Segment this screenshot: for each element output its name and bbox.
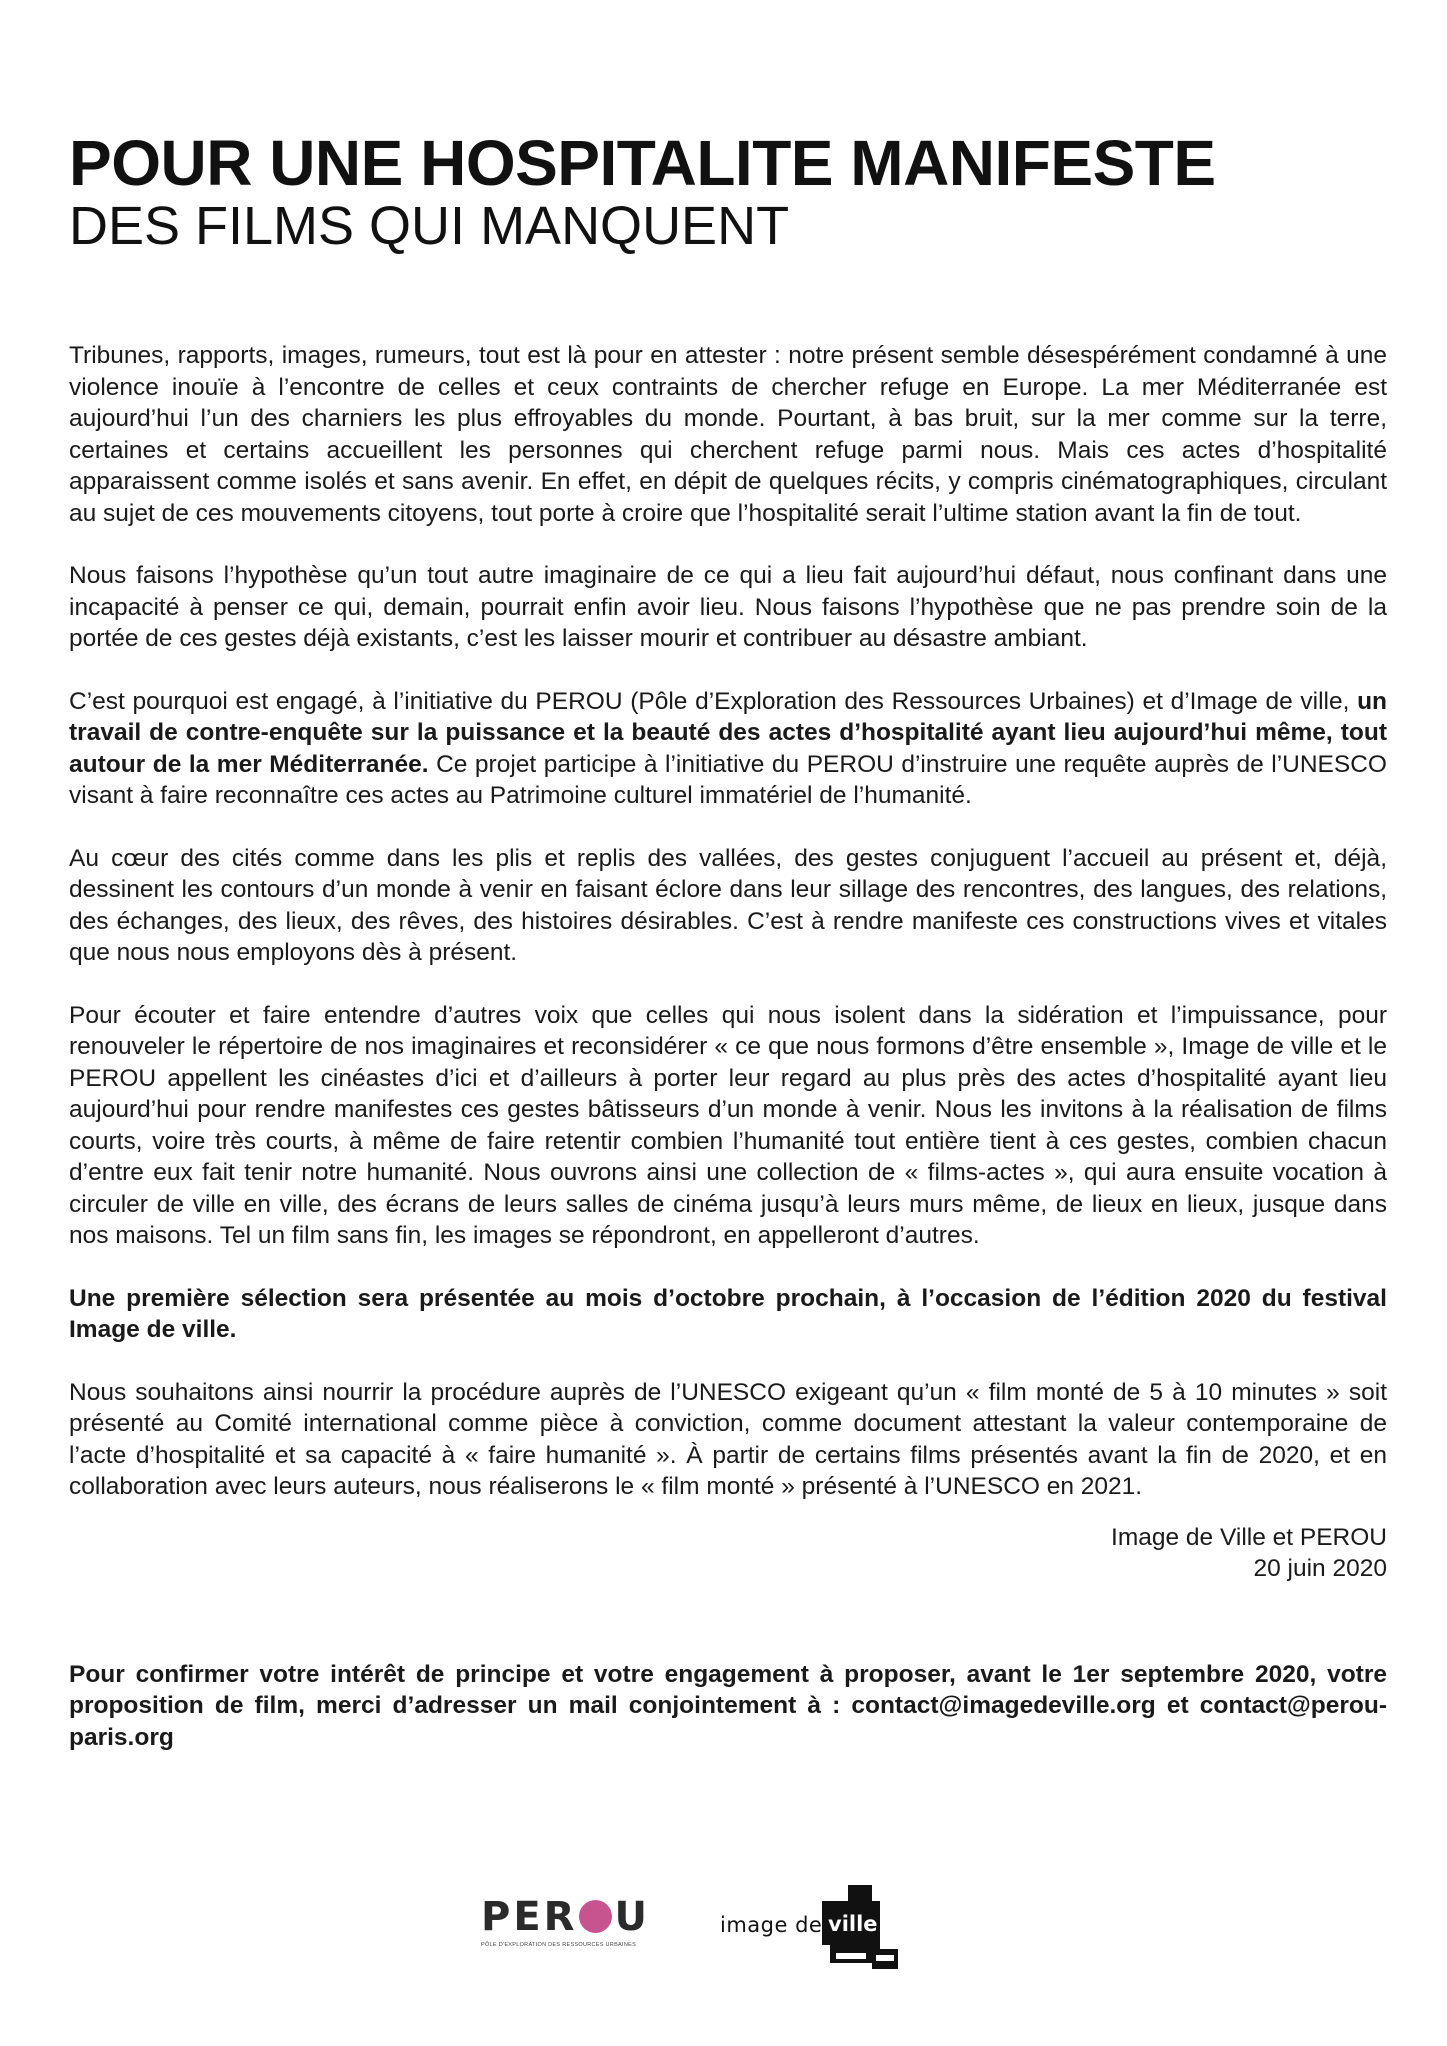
perou-logo [481,1895,663,1955]
signature-date: 20 juin 2020 [1253,1555,1387,1582]
idv-box-icon [822,1885,902,1975]
paragraph-1: Tribunes, rapports, images, rumeurs, tout est là pour en attester : notre présent semble désespérément condamné à une violence inouïe à l’encontre de celles et ceux contraints de chercher refuge en Europe. La mer Méditerranée est aujourd’hui l’un des charniers les plus effroyables du monde. Pourtant, à bas bruit, sur la mer comme sur la terre, certaines et certains accueillent les personnes qui cherchent refuge parmi nous. Mais ces actes d’hospitalité apparaissent comme isolés et sans avenir. En effet, en dépit de quelques récits, y compris cinématographiques, circulant au sujet de ces mouvements citoyens, tout porte à croire que l’hospitalité serait l’ultime station avant la fin de tout. [69,342,1387,527]
paragraph-3-start: C’est pourquoi est engagé, à l’initiative du PEROU (Pôle d’Exploration des Ressources Urbaines) et d’Image de ville, [69,687,1358,715]
document-page [69,127,1387,1753]
perou-wordmark [481,1895,650,1939]
contact-paragraph: Pour confirmer votre intérêt de principe et votre engagement à proposer, avant le 1er septembre 2020, votre proposition de film, merci d’adresser un mail conjointement à : contact@imagedeville.org et contact@perou-paris.org [69,1660,1387,1751]
perou-dot-icon [579,1900,612,1933]
logos-row [0,1895,1447,1995]
signature-authors: Image de Ville et PEROU [1111,1523,1387,1551]
idv-box-text: ville [828,1912,878,1936]
manifesto-body [69,340,1387,1503]
page-subtitle: DES FILMS QUI MANQUENT [69,196,790,256]
page-title: POUR UNE HOSPITALITE MANIFESTE [69,127,1216,199]
paragraph-4: Au cœur des cités comme dans les plis et replis des vallées, des gestes conjuguent l’accueil au présent et, déjà, dessinent les contours d’un monde à venir en faisant éclore dans leur sillage des rencontres, des langues, des relations, des échanges, des lieux, des rêves, des histoires désirables. C’est à rendre manifeste ces constructions vives et vitales que nous nous employons dès à présent. [69,844,1387,966]
paragraph-6 [69,1283,1387,1346]
paragraph-2: Nous faisons l’hypothèse qu’un tout autre imaginaire de ce qui a lieu fait aujourd’hui défaut, nous confinant dans une incapacité à penser ce qui, demain, pourrait enfin avoir lieu. Nous faisons l’hypothèse que ne pas prendre soin de la portée de ces gestes déjà existants, c’est les laisser mourir et contribuer au désastre ambiant. [69,562,1387,652]
paragraph-3 [69,686,1387,812]
paragraph-3-end: Ce projet participe à l’initiative du PEROU d’instruire une requête auprès de l’UNESCO visant à faire reconnaître ces actes au Patrimoine culturel immatériel de l’humanité. [69,750,1387,809]
paragraph-5: Pour écouter et faire entendre d’autres voix que celles qui nous isolent dans la sidération et l’impuissance, pour renouveler le répertoire de nos imaginaires et reconsidérer « ce que nous formons d’être ensemble », Image de ville et le PEROU appellent les cinéastes d’ici et d’ailleurs à porter leur regard au plus près des actes d’hospitalité ayant lieu aujourd’hui pour rendre manifestes ces gestes bâtisseurs d’un monde à venir. Nous les invitons à la réalisation de films courts, voire très courts, à même de faire retentir combien l’humanité tout entière tient à ces gestes, combien chacun d’entre eux fait tenir notre humanité. Nous ouvrons ainsi une collection de « films-actes », qui aura ensuite vocation à circuler de ville en ville, des écrans de leurs salles de cinéma jusqu’à leurs murs même, de lieux en lieux, jusque dans nos maisons. Tel un film sans fin, les images se répondront, en appelleront d’autres. [69,1001,1387,1249]
signature-block [69,1522,1387,1585]
paragraph-3-bold: un travail de contre-enquête sur la puissance et la beauté des actes d’hospitalité ayant lieu aujourd’hui même, tout autour de la mer Méditerranée. [69,687,1387,778]
perou-word-left: PER [481,1894,578,1940]
image-de-ville-logo [720,1885,900,1975]
perou-tagline: PÔLE D'EXPLORATION DES RESSOURCES URBAINES [481,1942,637,1948]
idv-wordmark: image de [720,1913,823,1937]
paragraph-7: Nous souhaitons ainsi nourrir la procédure auprès de l’UNESCO exigeant qu’un « film monté de 5 à 10 minutes » soit présenté au Comité international comme pièce à conviction, comme document attestant la valeur contemporaine de l’acte d’hospitalité et sa capacité à « faire humanité ». À partir de certains films présentés avant la fin de 2020, et en collaboration avec leurs auteurs, nous réaliserons le « film monté » présenté à l’UNESCO en 2021. [69,1378,1387,1500]
perou-word-right: U [614,1894,650,1940]
paragraph-6-bold: Une première sélection sera présentée au mois d’octobre prochain, à l’occasion de l’édition 2020 du festival Image de ville. [69,1284,1387,1343]
